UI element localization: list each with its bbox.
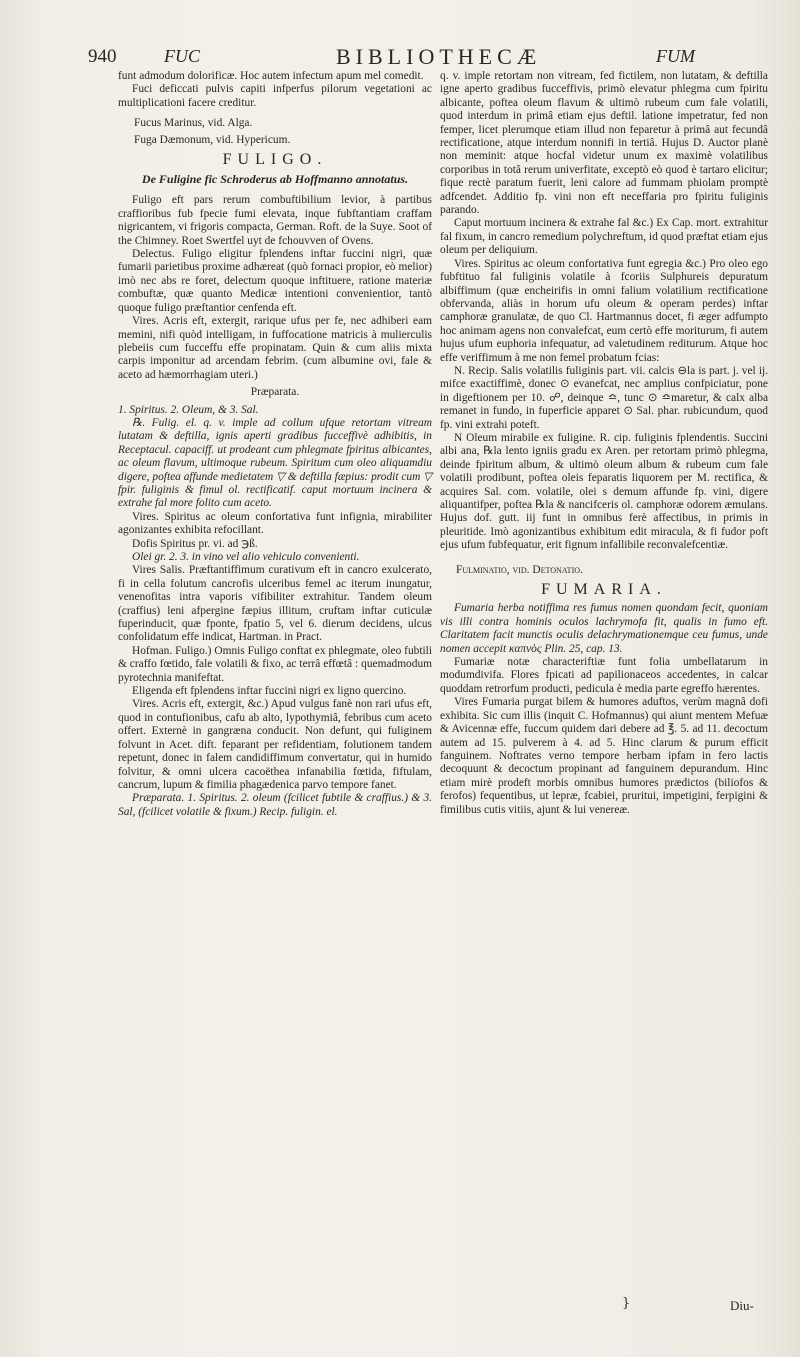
right-column (440, 70, 768, 817)
cross-reference: Fuga Dæmonum, vid. Hypericum. (134, 133, 291, 146)
recipe-paragraph: N Oleum mirabile ex fuligine. R. cip. fuliginis fplendentis. Succini albi ana, ℞la lento igniis gradu ex Aren. per retortam primò phlegma, deinde fpiritum album, & ultimò oleum album & rubeum cum fale volatili prodibunt, poftea oleis feparatis liquorem per M. rectifica, & acquires Sal. com. volatile, olei s demum affunde fp. vini, digere aliquantifper, poftea ℞la & nancifceris ol. camphoræ odorem æmulans. Hujus dof. gutt. iij funt in omnibus ferè affectibus, in primis in pleuritide. Imò agonizantibus exhibitum edit miracula, & fi fudor poft ejus ufum fubfequatur, erit fignum infallibile reconvalefcentiæ. (440, 431, 768, 552)
paragraph: Eligenda eft fplendens inftar fuccini nigri ex ligno quercino. (132, 685, 407, 698)
paragraph: Vires Fumaria purgat bilem & humores aduftos, verùm magnâ dofi exhibita. Sic cum illis (inquit C. Hofmannus) qui aiunt mentem Mefuæ & Avicennæ effe, fuccum quidem dari debere ad ℥. 5. ad 11. decoctum autem ad 15. pulverem à 4. ad 5. Hinc clarum & purum efficit fanguinem. Noftrates verno tempore herbam ipfam in fero lactis decoquunt & decoctum propinant ad fanguinem depurandum. Hinc etiam mirè prodeft morbis omnibus humores prædictos (biliofos & ferofos) fequentibus, ut lepræ, fcabiei, pruritui, impetigini, ferpigini & fimilibus cutis vitiis, ajunt & lui venereæ. (440, 696, 768, 816)
cross-reference: Fulminatio, vid. Detonatio. (456, 563, 583, 576)
paragraph: Fumariæ notæ characteriftiæ funt folia umbellatarum in modumdivifa. Flores fpicati ad papilionaceos accedentes, in calcar quoddam retrorfum producti, pedicula è media parte egreffo hærentes. (440, 656, 768, 695)
paragraph: Præparata. 1. Spiritus. 2. oleum (fcilicet fubtile & craffius.) & 3. Sal, (fcilicet volatile & fixum.) Recip. fuligin. el. (118, 792, 432, 818)
paragraph: q. v. imple retortam non vitream, fed fictilem, non lutatam, & deftilla igne aperto gradibus fucceffivis, primò elevatur phlegma cum fpiritu albicante, poftea oleum flavum & ultimò rubeum cum fale volatili, quod interdum in primâ etiam ejus deftil. latione impetratur, fed non femper, licet plerumque etiam illud non feparetur à primâ aut fecundâ rectificatione, atque interdum nonnifi in tertiâ. Hujus D. Auctor planè non meminit: atque hocfal videtur unum ex maximè volatilibus corporibus in totâ rerum univerfitate, exceptò eò quod è tartaro elicitur; fique rectè paratum fuerit, leni calore ad fummam phiolam promptè adfcendet. Additio fp. vini non eft neceffaria pro fpiritu fuliginis parando. (440, 70, 768, 217)
subheading-praeparata: Præparata. (250, 386, 300, 399)
paragraph: Hofman. Fuligo.) Omnis Fuligo conftat ex phlegmate, oleo fubtili & craffo fœtido, fale volatili & fixo, ac terrâ effœtâ : quemadmodum pyrotechnia manifeftat. (118, 644, 432, 684)
running-header (88, 44, 736, 70)
dosage: Olei gr. 2. 3. in vino vel alio vehiculo convenienti. (132, 551, 360, 563)
catchword: Diu- (730, 1298, 754, 1313)
section-title: FULIGO. (222, 151, 328, 169)
paragraph: funt admodum dolorificæ. Hoc autem infectum apum mel comedit. (118, 70, 424, 82)
dosage: Dofis Spiritus pr. vi. ad ℈ß. (132, 537, 258, 550)
paragraph: Fuci deficcati pulvis capiti infperfus pilorum vegetationi ac multiplicationi facere creditur. (118, 83, 432, 109)
header-left-word: FUC (164, 46, 200, 66)
cross-reference: Fucus Marinus, vid. Alga. (134, 117, 253, 130)
paragraph: Vires. Spiritus ac oleum confortativa funt infignia, mirabiliter agonizantes exhibita refocillant. (118, 510, 432, 537)
paragraph: Vires. Acris eft, extergit, &c.) Apud vulgus fanè non rari ufus eft, quod in contufionibus, cafu ab alto, lypothymiâ, febribus cum aceto offert. Externè in gangræna conducit. Non defunt, qui fuliginem folvunt in Acet. dift. feparant per refidentiam, folutionem tandem repetunt, donec in falem candidiffimum convertatur, qui in humido folvitur, & omni ulcera cacoëthea infanabilia fœtida, fiftulam, cancrum, lupum & fimilia phagædenica parvo tempore fanet. (118, 698, 432, 791)
paragraph: Fumaria herba notiffima res fumus nomen quondam fecit, quoniam vis illi contra hominis oculos lachrymofa fit, qualis in fumo eft. Claritatem facit munctis oculis delachrymationemque ceu fumus, unde nomen accepit καπνὸς Plin. 25, cap. 13. (440, 602, 768, 655)
section-title: FUMARIA. (541, 581, 667, 599)
paragraph: Delectus. Fuligo eligitur fplendens inftar fuccini nigri, quæ fumarii parietibus proxime adhæreat (quò fornaci propior, eò melior) imò nec abs re foret, delectum quoque inftituere, ratione materiæ combuftæ, quæ quanto Medicæ intentioni convenientior, tantò quoque fuligo præftantior cenfenda eft. (118, 248, 432, 314)
page-number: 940 (88, 46, 117, 67)
header-right-word: FUM (656, 46, 695, 66)
paragraph: Vires Salis. Præftantiffimum curativum eft in cancro exulcerato, fi in cella folutum cancrofis ulceribus femel ac iterum inungatur, venenofitas intra vaporis vifibiliter extrahitur. Tandem oleum (craffius) leni afpergine fæpius illitum, cruftam inftar cuticulæ fuperinducit, quæ fponte, fpatio 5, vel 6. dierum decidens, ulcus confolidatum effe indicat, Hartman. in Pract. (118, 564, 432, 644)
left-column (118, 70, 432, 819)
header-title: BIBLIOTHECÆ (336, 44, 542, 69)
recipe-paragraph: N. Recip. Salis volatilis fuliginis part. vii. calcis ⊖la is part. j. vel ij. mifce exactiffimè, donec ⊙ evanefcat, nec amplius confpiciatur, pone in digeftionem per 10. ☍, deinque ≏, tunc ⊙ ≏maretur, & calx alba remanet in fundo, in fuperficie apparet ⊙ Sal. phar. rubicundum, quod fp. vini extrahi poteft. (440, 364, 768, 431)
bracket-mark: } (622, 1296, 631, 1311)
paragraph: Vires. Spiritus ac oleum confortativa funt egregia &c.) Pro oleo ego fubftituo fal fuliginis volatile à fcoriis Sulphureis depuratum albiffimum (quæ encheirifis in omni falium volatilium rectificatione obfervanda, aliàs in horum ufu oleum & operam perdes) inftar camphoræ granulatæ, de quo Cl. Hartmannus docet, fi æger adfumpto hoc animam agens non convalefcat, eum certò effe moriturum, fi autem hujus ufum euphoria infequatur, ad valetudinem rediturum. Atque hoc effe veriffimum à me non femel probatum fcias: (440, 257, 768, 364)
paragraph: Fuligo eft pars rerum combuftibilium levior, à partibus craffioribus fub fpecie fumi elevata, inque fubftantiam craffam nigricantem, vi frigoris compacta, German. Roft. de la Suye. Soot of the Chimney. Roet Swertfel uyt de fchouvven of Ovens. (118, 194, 432, 247)
paragraph: Caput mortuum incinera & extrahe fal &c.) Ex Cap. mort. extrahitur fal fixum, in cancro remedium polychreftum, id quod præftat etiam ejus oleum per deliquium. (440, 217, 768, 257)
recipe-paragraph: ℞. Fulig. el. q. v. imple ad collum ufque retortam vitream lutatam & deftilla, ignis aperti gradibus fucceffivè adhibitis, in Receptacul. capaciff. ut prodeant cum phlegmate fpiritus albicantes, ac oleum flavum, ultimoque rubeum. Spiritum cum oleo aliquamdiu digere, poftea affunde medietatem ▽ & deftilla fæpius: prodit cum ▽ fpir. fuliginis & fimul ol. rectificatif. caput mortuum incinera & extrahe fal more folito cum aceto. (118, 416, 432, 510)
preparation-list: 1. Spiritus. 2. Oleum, & 3. Sal. (118, 403, 259, 416)
section-subheading: De Fuligine fic Schroderus ab Hoffmanno annotatus. (141, 172, 409, 187)
paragraph: Vires. Acris eft, extergit, rarique ufus per fe, nec adhiberi eam memini, nifi quòd intelligam, in fuffocatione matricis à mulierculis plebeiis cum fucceffu effe propinatam. Quin & cum aliis mixta carpis imponitur ad arcendam febrim. (cum albumine ovi, fale & aceto ad hæmorrhagiam uteri.) (118, 315, 432, 381)
